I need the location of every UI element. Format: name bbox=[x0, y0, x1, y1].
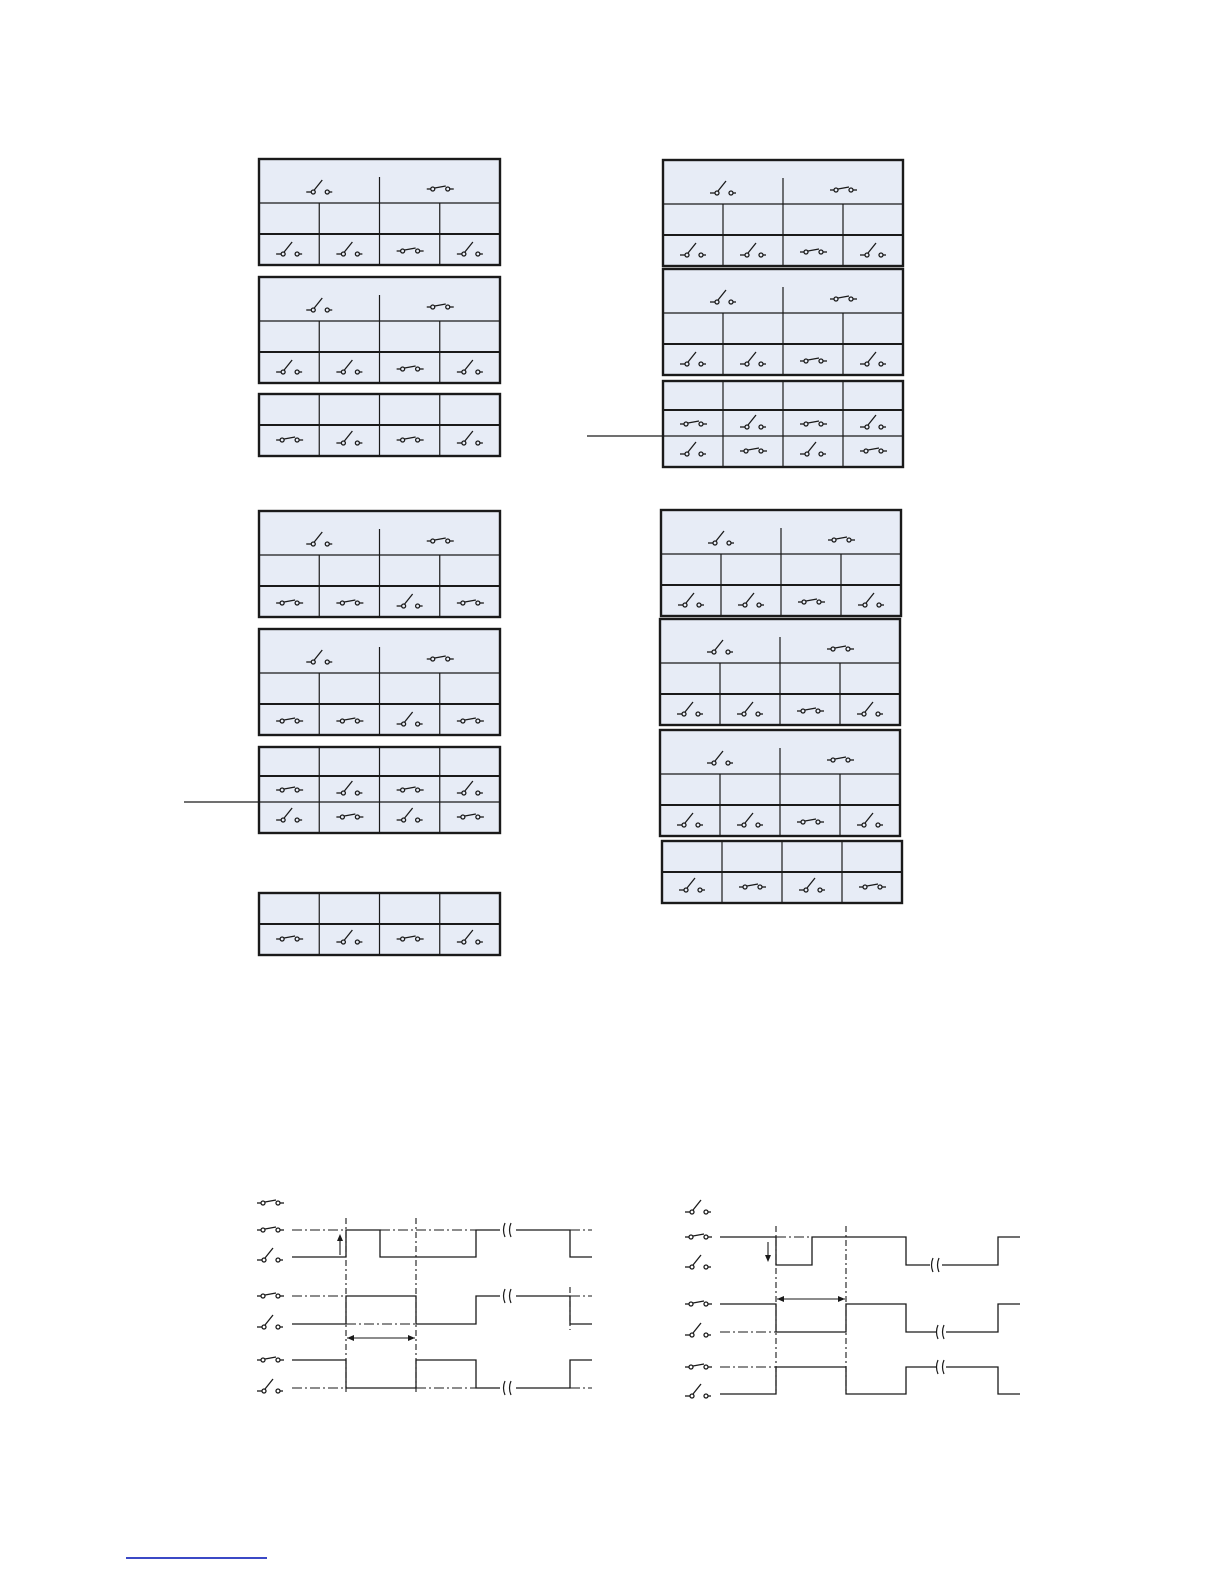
contact-terminal bbox=[276, 1389, 280, 1393]
signal-trace-3b bbox=[946, 1367, 1020, 1394]
arrow-head bbox=[838, 1296, 845, 1302]
break-mark bbox=[937, 1360, 945, 1374]
contact-terminal bbox=[704, 1333, 708, 1337]
contact-blade bbox=[693, 1384, 701, 1394]
open-contact-icon bbox=[685, 1384, 711, 1398]
contact-terminal bbox=[262, 1258, 266, 1262]
closed-contact-icon bbox=[685, 1234, 712, 1239]
signal-trace-2b bbox=[946, 1304, 1020, 1332]
arrow-head bbox=[765, 1255, 771, 1262]
contact-terminal bbox=[276, 1228, 280, 1232]
signal-trace-3 bbox=[292, 1360, 500, 1388]
contact-terminal bbox=[690, 1394, 694, 1398]
contact-blade bbox=[693, 1234, 704, 1236]
right-table-2 bbox=[663, 269, 903, 375]
contact-terminal bbox=[276, 1201, 280, 1205]
contact-blade bbox=[693, 1200, 701, 1210]
arrow-head bbox=[408, 1335, 415, 1341]
contact-terminal bbox=[704, 1302, 708, 1306]
contact-terminal bbox=[276, 1358, 280, 1362]
closed-contact-icon bbox=[257, 1293, 284, 1298]
closed-contact-icon bbox=[257, 1200, 284, 1205]
contact-terminal bbox=[261, 1358, 265, 1362]
break-mark bbox=[937, 1325, 945, 1339]
open-contact-icon bbox=[685, 1200, 711, 1214]
left-table-1 bbox=[259, 159, 500, 265]
contact-blade bbox=[693, 1255, 701, 1265]
contact-terminal bbox=[262, 1325, 266, 1329]
break-mark bbox=[932, 1258, 940, 1272]
signal-trace-3 bbox=[720, 1367, 936, 1394]
contact-terminal bbox=[261, 1201, 265, 1205]
contact-terminal bbox=[689, 1235, 693, 1239]
left-table-2 bbox=[259, 277, 500, 383]
contact-blade bbox=[265, 1200, 276, 1202]
closed-contact-icon bbox=[257, 1227, 284, 1232]
signal-trace-1 bbox=[720, 1237, 930, 1265]
closed-contact-icon bbox=[685, 1364, 712, 1369]
break-mark bbox=[504, 1381, 512, 1395]
timing-diagram-left bbox=[257, 1200, 592, 1395]
contact-terminal bbox=[276, 1325, 280, 1329]
contact-terminal bbox=[276, 1294, 280, 1298]
contact-terminal bbox=[704, 1235, 708, 1239]
contact-blade bbox=[693, 1323, 701, 1333]
left-table-5 bbox=[259, 629, 500, 735]
right-table-1 bbox=[663, 160, 903, 266]
arrow-head bbox=[337, 1234, 343, 1241]
right-table-5 bbox=[660, 619, 900, 725]
open-contact-icon bbox=[685, 1323, 711, 1337]
contact-blade bbox=[265, 1248, 273, 1258]
open-contact-icon bbox=[685, 1255, 711, 1269]
right-table-4 bbox=[661, 510, 901, 616]
break-mark bbox=[504, 1289, 512, 1303]
signal-trace-2 bbox=[292, 1296, 500, 1324]
timing-diagram-right bbox=[685, 1200, 1020, 1398]
contact-blade bbox=[265, 1315, 273, 1325]
left-table-3 bbox=[259, 394, 500, 456]
left-table-6 bbox=[259, 747, 500, 833]
open-contact-icon bbox=[257, 1315, 283, 1329]
signal-trace-1 bbox=[292, 1230, 500, 1257]
signal-trace-1b bbox=[516, 1230, 592, 1257]
signal-trace-1b bbox=[942, 1237, 1020, 1265]
contact-terminal bbox=[704, 1265, 708, 1269]
contact-terminal bbox=[704, 1210, 708, 1214]
contact-terminal bbox=[262, 1389, 266, 1393]
footer-link-underline[interactable] bbox=[126, 1557, 267, 1559]
signal-trace-3b bbox=[516, 1360, 592, 1388]
left-table-7 bbox=[259, 893, 500, 955]
contact-terminal bbox=[704, 1394, 708, 1398]
left-table-4 bbox=[259, 511, 500, 617]
right-table-7 bbox=[662, 841, 902, 903]
closed-contact-icon bbox=[685, 1301, 712, 1306]
contact-blade bbox=[265, 1227, 276, 1229]
contact-terminal bbox=[690, 1333, 694, 1337]
contact-blade bbox=[693, 1301, 704, 1303]
arrow-head bbox=[347, 1335, 354, 1341]
closed-contact-icon bbox=[257, 1357, 284, 1362]
signal-trace-2 bbox=[720, 1304, 936, 1332]
arrow-head bbox=[777, 1296, 784, 1302]
contact-terminal bbox=[261, 1228, 265, 1232]
contact-terminal bbox=[261, 1294, 265, 1298]
contact-blade bbox=[693, 1364, 704, 1366]
open-contact-icon bbox=[257, 1248, 283, 1262]
contact-terminal bbox=[689, 1365, 693, 1369]
contact-terminal bbox=[690, 1265, 694, 1269]
contact-blade bbox=[265, 1379, 273, 1389]
break-mark bbox=[504, 1223, 512, 1237]
contact-blade bbox=[265, 1293, 276, 1295]
contact-terminal bbox=[276, 1258, 280, 1262]
right-table-3 bbox=[663, 381, 903, 467]
contact-terminal bbox=[689, 1302, 693, 1306]
open-contact-icon bbox=[257, 1379, 283, 1393]
contact-terminal bbox=[704, 1365, 708, 1369]
right-table-6 bbox=[660, 730, 900, 836]
contact-blade bbox=[265, 1357, 276, 1359]
signal-trace-2b bbox=[516, 1296, 592, 1324]
contact-terminal bbox=[690, 1210, 694, 1214]
